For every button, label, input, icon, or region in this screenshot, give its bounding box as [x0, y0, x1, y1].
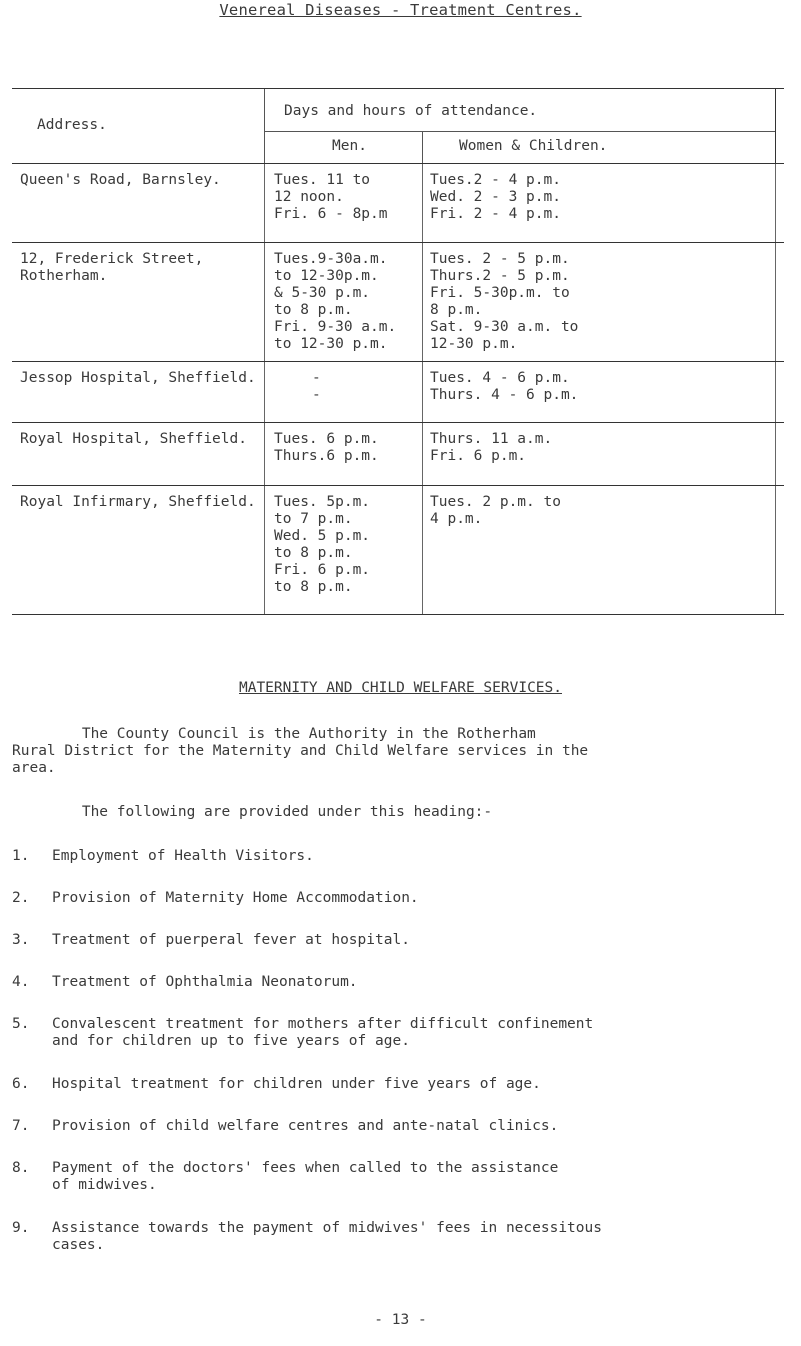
- column-divider: [422, 131, 423, 163]
- table-right-border: [775, 362, 776, 422]
- item-number: 6.: [12, 1076, 30, 1092]
- table-row: [12, 486, 784, 614]
- item-number: 7.: [12, 1118, 30, 1134]
- women-hours-cell: Tues. 2 - 5 p.m. Thurs.2 - 5 p.m. Fri. 5-30p.m. to 8 p.m. Sat. 9-30 a.m. to 12-30 p.m.: [430, 251, 579, 352]
- address-cell: Queen's Road, Barnsley.: [20, 172, 221, 188]
- men-hours-cell: Tues.9-30a.m. to 12-30p.m. & 5-30 p.m. to 8 p.m. Fri. 9-30 a.m. to 12-30 p.m.: [274, 251, 397, 352]
- lead-sentence: The following are provided under this heading:-: [12, 804, 493, 820]
- header-divider: [264, 131, 776, 132]
- table-right-border: [775, 486, 776, 614]
- men-hours-cell: - -: [312, 370, 321, 403]
- men-hours-cell: Tues. 6 p.m. Thurs.6 p.m.: [274, 431, 379, 464]
- column-divider: [422, 423, 423, 485]
- men-hours-cell: Tues. 11 to 12 noon. Fri. 6 - 8p.m: [274, 172, 388, 222]
- column-divider: [422, 362, 423, 422]
- men-hours-cell: Tues. 5p.m. to 7 p.m. Wed. 5 p.m. to 8 p.m. Fri. 6 p.m. to 8 p.m.: [274, 494, 371, 595]
- item-text: Employment of Health Visitors.: [52, 848, 314, 864]
- women-hours-cell: Tues. 2 p.m. to 4 p.m.: [430, 494, 561, 527]
- address-cell: Jessop Hospital, Sheffield.: [20, 370, 256, 386]
- table-row: [12, 362, 784, 423]
- item-text: Convalescent treatment for mothers after difficult confinement and for children up to five years of age.: [52, 1016, 594, 1049]
- table-right-border: [775, 89, 776, 163]
- table-header: [12, 89, 784, 164]
- item-text: Assistance towards the payment of midwives' fees in necessitous cases.: [52, 1220, 602, 1253]
- item-text: Provision of child welfare centres and ante-natal clinics.: [52, 1118, 559, 1134]
- item-number: 2.: [12, 890, 30, 906]
- item-text: Provision of Maternity Home Accommodation.: [52, 890, 419, 906]
- table-right-border: [775, 423, 776, 485]
- header-women-children: Women & Children.: [459, 138, 608, 154]
- column-divider: [264, 362, 265, 422]
- column-divider: [264, 423, 265, 485]
- section-heading: MATERNITY AND CHILD WELFARE SERVICES.: [238, 680, 562, 696]
- page-title: Venereal Diseases - Treatment Centres.: [219, 1, 582, 19]
- item-number: 5.: [12, 1016, 30, 1032]
- header-days-hours: Days and hours of attendance.: [284, 103, 538, 119]
- table-right-border: [775, 243, 776, 361]
- item-text: Payment of the doctors' fees when called to the assistance of midwives.: [52, 1160, 559, 1193]
- column-divider: [264, 164, 265, 242]
- women-hours-cell: Tues. 4 - 6 p.m. Thurs. 4 - 6 p.m.: [430, 370, 579, 403]
- address-cell: Royal Hospital, Sheffield.: [20, 431, 247, 447]
- column-divider: [422, 243, 423, 361]
- item-number: 8.: [12, 1160, 30, 1176]
- column-divider: [264, 243, 265, 361]
- column-divider: [422, 486, 423, 614]
- item-text: Treatment of Ophthalmia Neonatorum.: [52, 974, 358, 990]
- treatment-centres-table: [12, 88, 784, 615]
- item-number: 9.: [12, 1220, 30, 1236]
- header-men: Men.: [332, 138, 367, 154]
- item-number: 3.: [12, 932, 30, 948]
- women-hours-cell: Tues.2 - 4 p.m. Wed. 2 - 3 p.m. Fri. 2 - 4 p.m.: [430, 172, 561, 222]
- intro-paragraph: The County Council is the Authority in the Rotherham Rural District for the Maternity and Child Welfare services in the area.: [12, 726, 589, 776]
- table-right-border: [775, 164, 776, 242]
- address-cell: Royal Infirmary, Sheffield.: [20, 494, 256, 510]
- address-cell: 12, Frederick Street, Rotherham.: [20, 251, 204, 284]
- item-number: 4.: [12, 974, 30, 990]
- table-row: [12, 243, 784, 362]
- table-row: [12, 164, 784, 243]
- page-number: - 13 -: [374, 1312, 427, 1328]
- item-text: Hospital treatment for children under five years of age.: [52, 1076, 541, 1092]
- table-row: [12, 423, 784, 486]
- item-text: Treatment of puerperal fever at hospital.: [52, 932, 410, 948]
- header-address: Address.: [37, 117, 107, 133]
- women-hours-cell: Thurs. 11 a.m. Fri. 6 p.m.: [430, 431, 553, 464]
- column-divider: [264, 486, 265, 614]
- item-number: 1.: [12, 848, 30, 864]
- column-divider: [264, 89, 265, 163]
- column-divider: [422, 164, 423, 242]
